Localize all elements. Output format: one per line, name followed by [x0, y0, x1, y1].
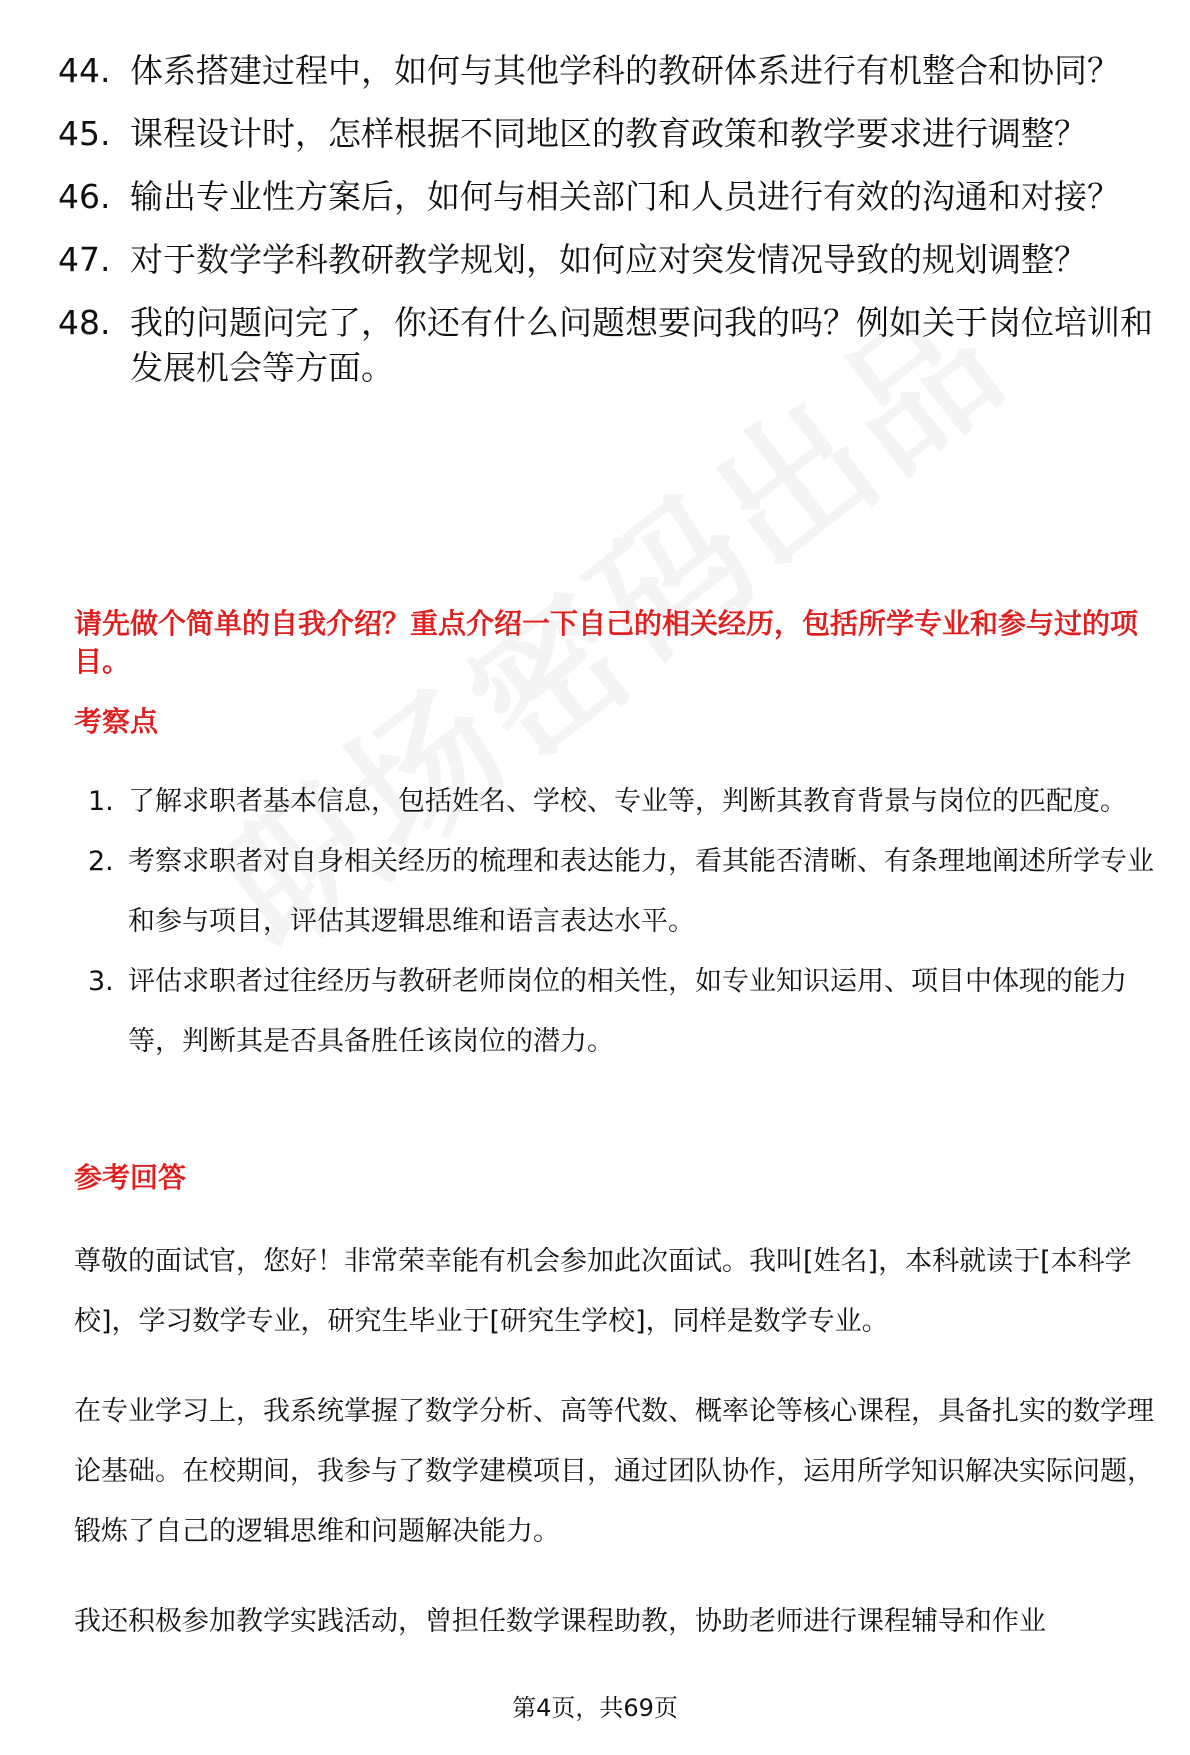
page-footer: 第4页，共69页	[512, 1694, 678, 1722]
question-item	[58, 174, 1168, 219]
question-number: 45.	[58, 114, 111, 153]
answer-paragraph: 我还积极参加教学实践活动，曾担任数学课程助教，协助老师进行课程辅导和作业	[74, 1606, 1046, 1637]
answer-paragraph: 尊敬的面试官，您好！非常荣幸能有机会参加此次面试。我叫[姓名]，本科就读于[本科学校]，学习数学专业，研究生毕业于[研究生学校]，同样是数学专业。	[74, 1246, 1132, 1337]
question-text: 课程设计时，怎样根据不同地区的教育政策和教学要求进行调整？	[130, 114, 1087, 153]
exam-point-item	[88, 952, 1158, 1072]
exam-point-number: 3.	[88, 966, 114, 997]
exam-point-text: 了解求职者基本信息，包括姓名、学校、专业等，判断其教育背景与岗位的匹配度。	[128, 786, 1127, 817]
question-item	[58, 300, 1168, 390]
question-list	[58, 48, 1168, 408]
exam-point-text: 考察求职者对自身相关经历的梳理和表达能力，看其能否清晰、有条理地阐述所学专业和参与项目，评估其逻辑思维和语言表达水平。	[128, 846, 1154, 937]
exam-point-number: 1.	[88, 786, 114, 817]
question-item	[58, 237, 1168, 282]
question-text: 输出专业性方案后，如何与相关部门和人员进行有效的沟通和对接？	[130, 177, 1120, 216]
question-item	[58, 48, 1168, 93]
exam-point-item	[88, 772, 1158, 832]
question-text: 对于数学学科教研教学规划，如何应对突发情况导致的规划调整？	[130, 240, 1087, 279]
exam-point-number: 2.	[88, 846, 114, 877]
answer-heading: 参考回答	[74, 1161, 187, 1194]
question-text: 体系搭建过程中，如何与其他学科的教研体系进行有机整合和协同？	[130, 51, 1120, 90]
question-number: 47.	[58, 240, 111, 279]
exam-point-text: 评估求职者过往经历与教研老师岗位的相关性，如专业知识运用、项目中体现的能力等，判断其是否具备胜任该岗位的潜力。	[128, 966, 1127, 1057]
question-item	[58, 111, 1168, 156]
question-number: 46.	[58, 177, 111, 216]
question-text: 我的问题问完了，你还有什么问题想要问我的吗？例如关于岗位培训和发展机会等方面。	[130, 303, 1153, 387]
exam-point-item	[88, 832, 1158, 952]
question-number: 44.	[58, 51, 111, 90]
exam-points-heading: 考察点	[74, 705, 159, 738]
featured-question: 请先做个简单的自我介绍？重点介绍一下自己的相关经历，包括所学专业和参与过的项目。	[74, 607, 1139, 678]
exam-points-list	[88, 772, 1158, 1072]
answer-paragraph: 在专业学习上，我系统掌握了数学分析、高等代数、概率论等核心课程，具备扎实的数学理论基础。在校期间，我参与了数学建模项目，通过团队协作，运用所学知识解决实际问题，锻炼了自己的逻辑思维和问题解决能力。	[74, 1396, 1154, 1547]
question-number: 48.	[58, 303, 111, 342]
